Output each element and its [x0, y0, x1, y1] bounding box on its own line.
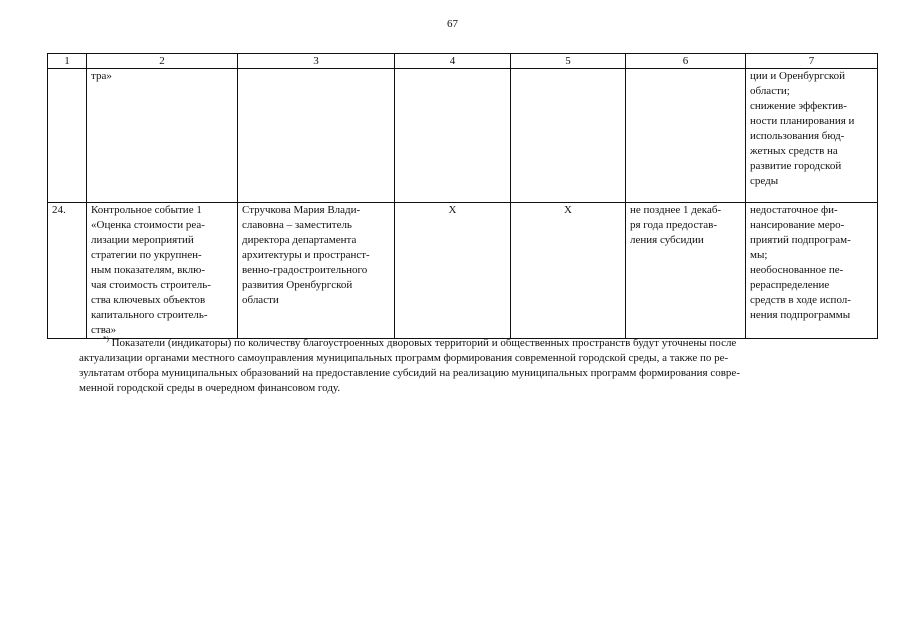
header-row — [48, 54, 878, 69]
cont-col4-cell — [395, 69, 511, 203]
cell-line: архитектуры и пространст- — [242, 249, 370, 261]
cell-line: ря года предостав- — [630, 219, 718, 231]
responsible-cell — [238, 203, 395, 339]
cell-line: ления субсидии — [630, 234, 704, 246]
cell-line: лизации мероприятий — [91, 234, 194, 246]
footnote-text: Показатели (индикаторы) по количеству благоустроенных дворовых территорий и общественных пространств будут уточнены после — [111, 337, 737, 349]
cell-line: нансирование меро- — [750, 219, 845, 231]
cell-line: тра» — [91, 70, 112, 82]
footnote — [79, 336, 879, 396]
header-cell-3: 3 — [238, 54, 395, 69]
cell-line: ным показателям, вклю- — [91, 264, 205, 276]
cell-line: развития Оренбургской — [242, 279, 353, 291]
page-number: 67 — [447, 18, 458, 30]
cell-line: «Оценка стоимости реа- — [91, 219, 205, 231]
cell-line: мы; — [750, 249, 768, 261]
cell-line: венно-градостроительного — [242, 264, 368, 276]
plan-table — [47, 53, 878, 339]
header-cell-2: 2 — [87, 54, 238, 69]
cell-line: области; — [750, 85, 790, 97]
footnote-line: зультатам отбора муниципальных образований на предоставление субсидий на реализацию муниципальных программ формирования совре- — [79, 367, 740, 379]
row-number-cell: 24. — [48, 203, 87, 339]
col4-mark-cell: Х — [395, 203, 511, 339]
table-row-24 — [48, 203, 878, 339]
cell-line: Контрольное событие 1 — [91, 204, 202, 216]
cell-line: чая стоимость строитель- — [91, 279, 211, 291]
cell-line: недостаточное фи- — [750, 204, 838, 216]
cell-line: жетных средств на — [750, 145, 838, 157]
event-cell — [87, 203, 238, 339]
cell-line: ства» — [91, 324, 117, 336]
header-cell-6: 6 — [626, 54, 746, 69]
deadline-cell — [626, 203, 746, 339]
cell-line: средств в ходе испол- — [750, 294, 851, 306]
table-row-continuation — [48, 69, 878, 203]
cont-risks-cell — [746, 69, 878, 203]
cell-line: использования бюд- — [750, 130, 845, 142]
footnote-line: менной городской среды в очередном финансовом году. — [79, 382, 341, 394]
cont-col3-cell — [238, 69, 395, 203]
cont-col5-cell — [511, 69, 626, 203]
cell-line: ности планирования и — [750, 115, 855, 127]
cell-line: ции и Оренбургской — [750, 70, 846, 82]
footnote-line — [79, 336, 879, 351]
cell-line: стратегии по укрупнен- — [91, 249, 202, 261]
cont-event-cell — [87, 69, 238, 203]
cell-line: приятий подпрограм- — [750, 234, 851, 246]
footnote-marker: *) — [103, 335, 109, 343]
cell-line: не позднее 1 декаб- — [630, 204, 722, 216]
header-cell-4: 4 — [395, 54, 511, 69]
risks-cell — [746, 203, 878, 339]
cell-line: рераспределение — [750, 279, 830, 291]
header-cell-1: 1 — [48, 54, 87, 69]
cont-col1-cell — [48, 69, 87, 203]
cell-line: необоснованное пе- — [750, 264, 844, 276]
header-cell-5: 5 — [511, 54, 626, 69]
cell-line: Стручкова Мария Влади- — [242, 204, 361, 216]
header-cell-7: 7 — [746, 54, 878, 69]
cell-line: капитального строитель- — [91, 309, 208, 321]
cell-line: ства ключевых объектов — [91, 294, 206, 306]
cell-line: славовна – заместитель — [242, 219, 352, 231]
col5-mark-cell: Х — [511, 203, 626, 339]
cont-col6-cell — [626, 69, 746, 203]
cell-line: директора департамента — [242, 234, 357, 246]
cell-line: нения подпрограммы — [750, 309, 851, 321]
cell-line: развитие городской — [750, 160, 842, 172]
footnote-line: актуализации органами местного самоуправления муниципальных программ формирования современной городской среды, а также по ре- — [79, 352, 729, 364]
cell-line: среды — [750, 175, 779, 187]
cell-line: области — [242, 294, 279, 306]
cell-line: снижение эффектив- — [750, 100, 847, 112]
